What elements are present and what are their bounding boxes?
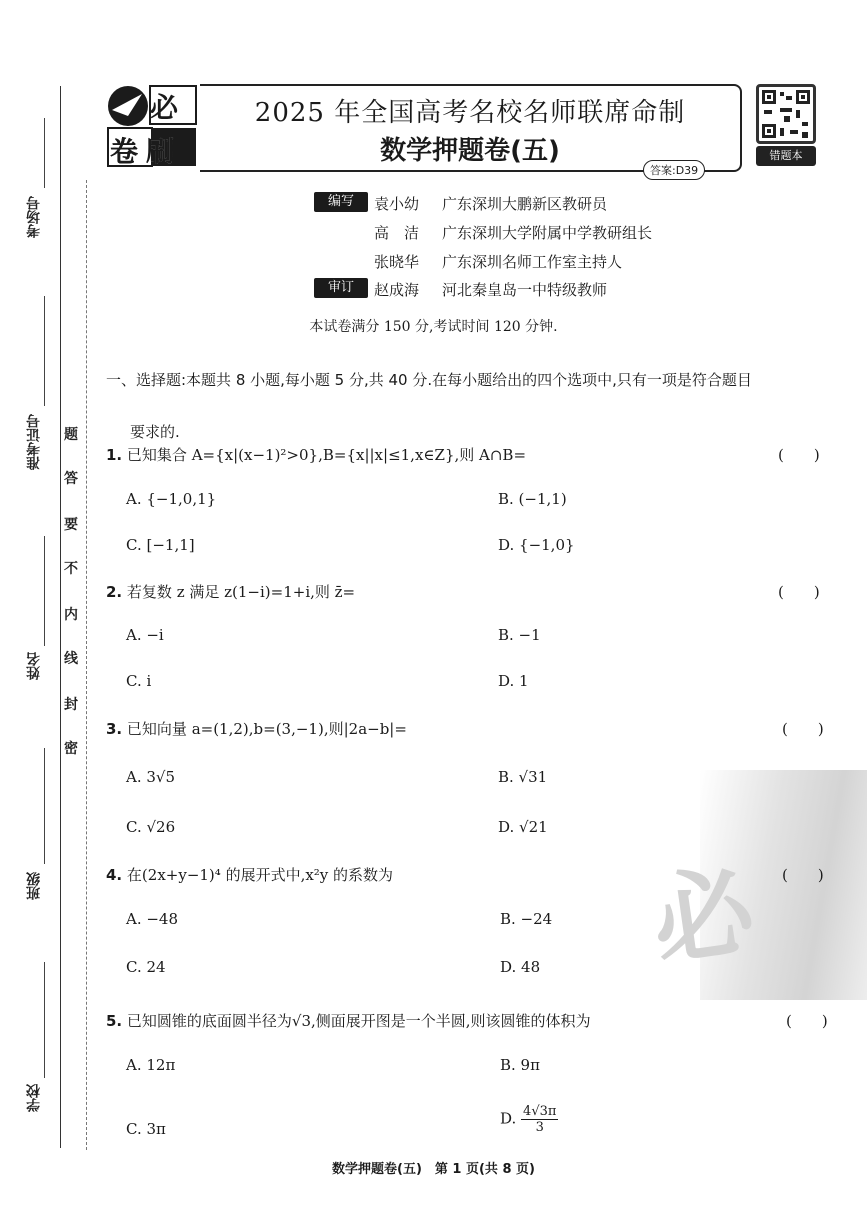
- option-d[interactable]: D. √21: [498, 818, 548, 836]
- question-number: 2.: [106, 583, 123, 601]
- binding-line: [60, 86, 61, 1148]
- question-number: 3.: [106, 720, 123, 738]
- role-badge-writer: 编写: [314, 192, 368, 212]
- option-b[interactable]: B. −24: [500, 910, 553, 928]
- author-desc: 河北秦皇岛一中特级教师: [442, 281, 608, 299]
- option-c[interactable]: C. i: [126, 672, 152, 690]
- option-d-letter: D.: [500, 1109, 517, 1128]
- option-c[interactable]: C. 24: [126, 958, 166, 976]
- logo-char-top: 必: [150, 91, 179, 124]
- logo-text: 卷刷: [110, 135, 183, 168]
- question-5: [106, 1010, 591, 1031]
- author-name: 赵成海: [374, 281, 420, 299]
- ticket-field[interactable]: [44, 296, 45, 406]
- option-d[interactable]: [500, 1104, 558, 1135]
- option-a[interactable]: A. 12π: [126, 1056, 176, 1074]
- section-heading-line2: 要求的.: [130, 423, 180, 441]
- option-d[interactable]: D. 48: [500, 958, 541, 976]
- question-4: [106, 864, 393, 885]
- name-field[interactable]: [44, 536, 45, 646]
- question-1: [106, 444, 526, 465]
- author-name: 袁小幼: [374, 195, 420, 213]
- question-2: [106, 581, 355, 602]
- option-b[interactable]: B. (−1,1): [498, 490, 567, 508]
- option-c[interactable]: C. [−1,1]: [126, 536, 195, 554]
- seal-char: 题: [64, 427, 78, 443]
- ticket-label: 准考证号: [26, 414, 42, 470]
- class-label: 班级: [26, 872, 42, 900]
- watermark-logo: 必: [645, 851, 761, 982]
- option-b[interactable]: B. 9π: [500, 1056, 540, 1074]
- seal-char: 不: [64, 561, 78, 577]
- question-number: 5.: [106, 1012, 123, 1030]
- fraction-denominator: 3: [535, 1120, 544, 1135]
- option-a[interactable]: A. 3√5: [126, 768, 176, 786]
- option-d[interactable]: D. 1: [498, 672, 529, 690]
- option-a[interactable]: A. −i: [126, 626, 164, 644]
- school-field[interactable]: [44, 962, 45, 1078]
- role-badge-reviewer: 审订: [314, 278, 368, 298]
- answer-paren[interactable]: ( ): [782, 866, 824, 884]
- option-a[interactable]: A. −48: [126, 910, 179, 928]
- exam-room-field[interactable]: [44, 118, 45, 188]
- author-desc: 广东深圳大学附属中学教研组长: [442, 224, 653, 242]
- name-label: 姓名: [26, 652, 42, 680]
- paper-title: 数学押题卷(五): [380, 136, 560, 166]
- answer-paren[interactable]: ( ): [782, 720, 824, 738]
- question-text: 已知集合 A={x|(x−1)²>0},B={x||x|≤1,x∈Z},则 A∩B=: [126, 446, 527, 464]
- exam-room-label: 考场号: [26, 196, 42, 238]
- fraction-numerator: 4√3π: [523, 1104, 557, 1119]
- answer-paren[interactable]: ( ): [778, 583, 820, 601]
- seal-char: 要: [64, 517, 78, 533]
- option-d[interactable]: D. {−1,0}: [498, 536, 575, 554]
- answer-code-badge: 答案:D39: [643, 160, 705, 180]
- section-heading-line1: 一、选择题:本题共 8 小题,每小题 5 分,共 40 分.在每小题给出的四个选项中,只有一项是符合题目: [106, 371, 752, 389]
- option-a[interactable]: A. {−1,0,1}: [126, 490, 217, 508]
- option-c[interactable]: C. √26: [126, 818, 176, 836]
- logo-chars-bottom: [110, 130, 200, 170]
- question-text: 在(2x+y−1)⁴ 的展开式中,x²y 的系数为: [126, 866, 394, 884]
- seal-char: 封: [64, 697, 78, 713]
- question-text: 已知向量 a=(1,2),b=(3,−1),则|2a−b|=: [126, 720, 407, 738]
- seal-char: 密: [64, 741, 78, 757]
- option-b[interactable]: B. −1: [498, 626, 541, 644]
- exam-notice: 本试卷满分 150 分,考试时间 120 分钟.: [309, 319, 558, 335]
- question-text: 若复数 z 满足 z(1−i)=1+i,则 z̄=: [126, 583, 356, 601]
- seal-char: 线: [64, 651, 78, 667]
- question-3: [106, 718, 407, 739]
- answer-paren[interactable]: ( ): [786, 1012, 828, 1030]
- fraction: [521, 1104, 558, 1135]
- seal-char: 答: [64, 471, 78, 487]
- page-footer: 数学押题卷(五) 第 1 页(共 8 页): [332, 1162, 535, 1177]
- question-text: 已知圆锥的底面圆半径为√3,侧面展开图是一个半圆,则该圆锥的体积为: [126, 1012, 591, 1030]
- qr-label: 错题本: [756, 146, 816, 166]
- exam-series-title: 2025 年全国高考名校名师联席命制: [254, 98, 686, 128]
- qr-code-icon[interactable]: [756, 84, 816, 144]
- class-field[interactable]: [44, 748, 45, 864]
- author-desc: 广东深圳名师工作室主持人: [442, 253, 623, 271]
- question-number: 1.: [106, 446, 123, 464]
- option-c[interactable]: C. 3π: [126, 1120, 166, 1138]
- option-b[interactable]: B. √31: [498, 768, 548, 786]
- school-label: 学校: [26, 1084, 42, 1112]
- seal-char: 内: [64, 607, 78, 623]
- author-name: 张晓华: [374, 253, 420, 271]
- section-heading: [106, 354, 836, 458]
- author-desc: 广东深圳大鹏新区教研员: [442, 195, 608, 213]
- question-number: 4.: [106, 866, 123, 884]
- answer-paren[interactable]: ( ): [778, 446, 820, 464]
- author-name: 高 洁: [374, 224, 420, 242]
